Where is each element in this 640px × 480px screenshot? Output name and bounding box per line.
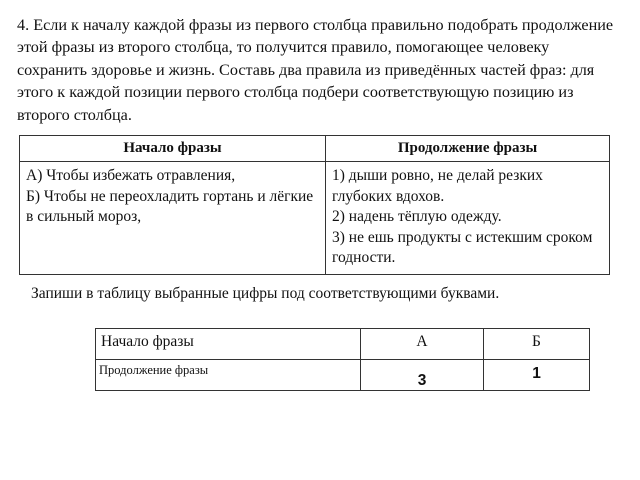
phrase-start-a: А) Чтобы избежать отравления, (26, 167, 236, 184)
table-header-row (20, 136, 610, 162)
answer-value-a[interactable] (361, 360, 484, 391)
instruction-text: Запиши в таблицу выбранные цифры под соответствующими буквами. (31, 285, 500, 302)
table-row (96, 360, 590, 391)
answer-letter-b: Б (484, 329, 590, 360)
table-row (96, 329, 590, 360)
answer-letter-a: А (361, 329, 484, 360)
phrase-start-b: Б) Чтобы не переохладить гортань и лёгкие в сильный мороз, (26, 187, 314, 225)
answer-value-b[interactable] (484, 360, 590, 391)
answer-value-a-text: 3 (417, 372, 427, 389)
answer-row-label-continuation: Продолжение фразы (96, 360, 361, 391)
answer-row-label-start: Начало фразы (96, 329, 361, 360)
header-phrase-continuation: Продолжение фразы (326, 136, 610, 162)
table-row (20, 162, 610, 275)
matching-table (19, 135, 610, 275)
answer-table (95, 328, 590, 391)
phrase-continuation-1: 1) дыши ровно, не делай резких глубоких вдохов. (332, 167, 543, 205)
phrase-continuation-3: 3) не ешь продукты с истекшим сроком годности. (332, 228, 593, 266)
phrase-continuations-cell (326, 162, 610, 275)
header-phrase-start: Начало фразы (20, 136, 326, 162)
phrase-continuation-2: 2) надень тёплую одежду. (332, 208, 502, 225)
phrase-starts-cell (20, 162, 326, 275)
task-text: 4. Если к началу каждой фразы из первого столбца правильно подобрать продолжение этой фразы из второго столбца, то получится правило, помогающее человеку сохранить здоровье и жизнь. Составь два правила из приведённых частей фраз: для этого к каждой позиции первого столбца подбери соответствующую позицию из второго столбца. (17, 16, 614, 124)
answer-value-b-text: 1 (532, 365, 541, 382)
